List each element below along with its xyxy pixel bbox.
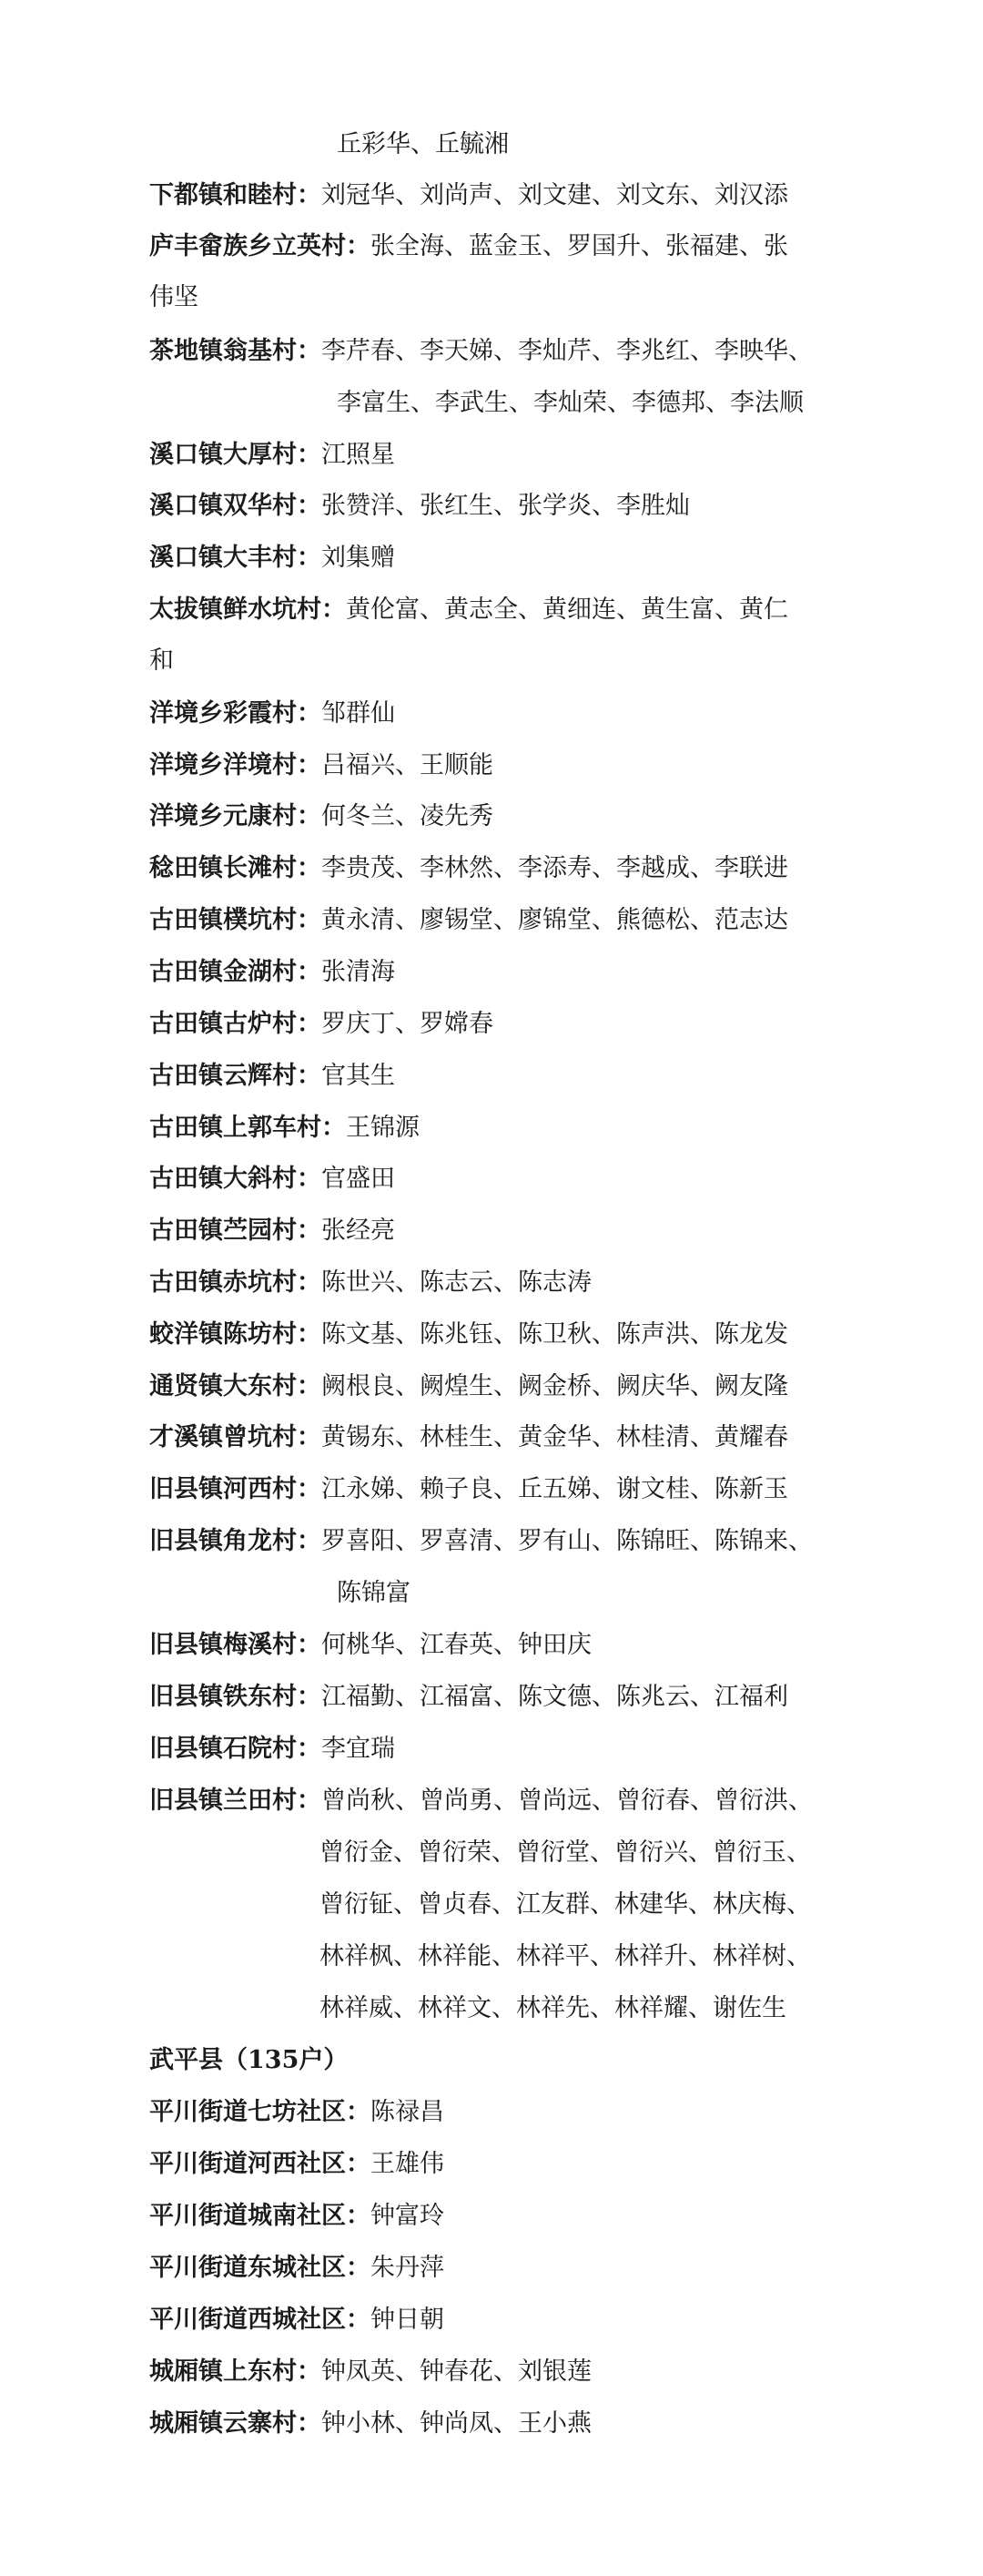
names: 钟日朝 bbox=[370, 2306, 444, 2334]
names: 伟坚 bbox=[149, 283, 198, 311]
list-item bbox=[149, 2094, 841, 2131]
list-item-continuation bbox=[319, 1887, 811, 1923]
names: 曾尚秋、曾尚勇、曾尚远、曾衍春、曾衍洪、 bbox=[321, 1787, 813, 1815]
village-label: 古田镇云辉村： bbox=[149, 1062, 321, 1090]
names: 林祥枫、林祥能、林祥平、林祥升、林祥树、 bbox=[319, 1942, 811, 1970]
names: 官盛田 bbox=[321, 1165, 395, 1193]
village-label: 平川街道东城社区： bbox=[149, 2254, 370, 2282]
list-item bbox=[149, 1627, 841, 1664]
village-label: 古田镇赤坑村： bbox=[149, 1268, 321, 1297]
list-item-continuation bbox=[319, 1835, 811, 1871]
village-label: 稔田镇长滩村： bbox=[149, 854, 321, 882]
village-label: 古田镇金湖村： bbox=[149, 958, 321, 986]
names: 官其生 bbox=[321, 1062, 395, 1090]
names: 曾衍金、曾衍荣、曾衍堂、曾衍兴、曾衍玉、 bbox=[319, 1838, 811, 1867]
village-label: 平川街道七坊社区： bbox=[149, 2098, 370, 2126]
list-item bbox=[149, 1058, 841, 1095]
names: 钟凤英、钟春花、刘银莲 bbox=[321, 2357, 592, 2386]
list-item bbox=[149, 488, 841, 524]
names: 李宜瑞 bbox=[321, 1735, 395, 1763]
names: 江照星 bbox=[321, 441, 395, 469]
village-label: 城厢镇云寨村： bbox=[149, 2409, 321, 2438]
names: 黄锡东、林桂生、黄金华、林桂清、黄耀春 bbox=[321, 1423, 788, 1451]
village-label: 古田镇苎园村： bbox=[149, 1217, 321, 1245]
list-item bbox=[149, 1265, 841, 1301]
list-item bbox=[149, 1471, 841, 1508]
list-item bbox=[149, 1679, 841, 1716]
names: 朱丹萍 bbox=[370, 2254, 444, 2282]
list-item bbox=[149, 1369, 841, 1405]
list-item bbox=[149, 229, 841, 265]
names: 陈锦富 bbox=[337, 1579, 410, 1607]
list-item bbox=[149, 1523, 841, 1560]
list-item-continuation bbox=[337, 385, 804, 422]
list-item bbox=[149, 1161, 841, 1197]
names: 江永娣、赖子良、丘五娣、谢文桂、陈新玉 bbox=[321, 1475, 788, 1503]
names: 何桃华、江春英、钟田庆 bbox=[321, 1631, 592, 1659]
village-label: 平川街道城南社区： bbox=[149, 2202, 370, 2230]
list-item bbox=[149, 178, 841, 214]
names: 李芹春、李天娣、李灿芹、李兆红、李映华、 bbox=[321, 337, 813, 365]
list-item bbox=[149, 850, 841, 887]
village-label: 古田镇上郭车村： bbox=[149, 1114, 346, 1142]
list-item bbox=[149, 2406, 841, 2442]
village-label: 洋境乡元康村： bbox=[149, 802, 321, 830]
list-item bbox=[149, 1731, 841, 1767]
list-item bbox=[149, 2250, 841, 2286]
list-item-continuation bbox=[319, 1991, 786, 2027]
list-item bbox=[149, 1420, 841, 1456]
list-item bbox=[149, 1213, 841, 1249]
names: 陈世兴、陈志云、陈志涛 bbox=[321, 1268, 592, 1297]
village-label: 茶地镇翁基村： bbox=[149, 337, 321, 365]
village-label: 洋境乡洋境村： bbox=[149, 751, 321, 779]
list-item bbox=[149, 799, 841, 835]
village-label: 溪口镇大厚村： bbox=[149, 441, 321, 469]
names: 李贵茂、李林然、李添寿、李越成、李联进 bbox=[321, 854, 788, 882]
names: 黄伦富、黄志全、黄细连、黄生富、黄仁 bbox=[346, 596, 788, 624]
names: 林祥威、林祥文、林祥先、林祥耀、谢佐生 bbox=[319, 1994, 786, 2022]
list-item bbox=[149, 2198, 841, 2235]
names: 王雄伟 bbox=[370, 2150, 444, 2178]
names: 王锦源 bbox=[346, 1114, 420, 1142]
list-item bbox=[149, 748, 841, 784]
list-item bbox=[149, 333, 841, 370]
names: 陈文基、陈兆钰、陈卫秋、陈声洪、陈龙发 bbox=[321, 1320, 788, 1349]
village-label: 下都镇和睦村： bbox=[149, 181, 321, 209]
names: 罗喜阳、罗喜清、罗有山、陈锦旺、陈锦来、 bbox=[321, 1527, 813, 1555]
names: 刘冠华、刘尚声、刘文建、刘文东、刘汉添 bbox=[321, 181, 788, 209]
list-item bbox=[149, 1006, 841, 1043]
list-item-continuation bbox=[149, 280, 198, 316]
village-label: 平川街道河西社区： bbox=[149, 2150, 370, 2178]
village-label: 洋境乡彩霞村： bbox=[149, 699, 321, 728]
list-item bbox=[337, 127, 509, 163]
village-label: 太拔镇鲜水坑村： bbox=[149, 596, 346, 624]
village-label: 旧县镇角龙村： bbox=[149, 1527, 321, 1555]
list-item bbox=[149, 1110, 841, 1146]
village-label: 古田镇大斜村： bbox=[149, 1165, 321, 1193]
names: 刘集赠 bbox=[321, 544, 395, 572]
names: 钟小林、钟尚凤、王小燕 bbox=[321, 2409, 592, 2438]
list-item bbox=[149, 437, 841, 473]
list-item-continuation bbox=[149, 643, 174, 679]
list-item-continuation bbox=[319, 1939, 811, 1975]
names: 陈禄昌 bbox=[370, 2098, 444, 2126]
names: 阙根良、阙煌生、阙金桥、阙庆华、阙友隆 bbox=[321, 1372, 788, 1400]
list-item bbox=[149, 696, 841, 732]
list-item bbox=[149, 2354, 841, 2390]
list-item bbox=[149, 540, 841, 576]
names: 张清海 bbox=[321, 958, 395, 986]
list-item bbox=[149, 592, 841, 628]
village-label: 平川街道西城社区： bbox=[149, 2306, 370, 2334]
village-label: 旧县镇石院村： bbox=[149, 1735, 321, 1763]
list-item bbox=[149, 2146, 841, 2183]
names: 张赞洋、张红生、张学炎、李胜灿 bbox=[321, 492, 690, 520]
names: 江福勤、江福富、陈文德、陈兆云、江福利 bbox=[321, 1683, 788, 1711]
village-label: 蛟洋镇陈坊村： bbox=[149, 1320, 321, 1349]
village-label: 才溪镇曾坑村： bbox=[149, 1423, 321, 1451]
village-label: 古田镇樸坑村： bbox=[149, 906, 321, 934]
names: 李富生、李武生、李灿荣、李德邦、李法顺 bbox=[337, 389, 804, 417]
village-label: 城厢镇上东村： bbox=[149, 2357, 321, 2386]
village-label: 旧县镇兰田村： bbox=[149, 1787, 321, 1815]
list-item bbox=[149, 902, 841, 939]
village-label: 古田镇古炉村： bbox=[149, 1010, 321, 1038]
village-label: 旧县镇河西村： bbox=[149, 1475, 321, 1503]
names: 张全海、蓝金玉、罗国升、张福建、张 bbox=[370, 232, 788, 260]
names: 和 bbox=[149, 647, 174, 675]
names: 吕福兴、王顺能 bbox=[321, 751, 493, 779]
names: 黄永清、廖锡堂、廖锦堂、熊德松、范志达 bbox=[321, 906, 788, 934]
village-label: 庐丰畲族乡立英村： bbox=[149, 232, 370, 260]
list-item bbox=[149, 954, 841, 991]
village-label: 溪口镇大丰村： bbox=[149, 544, 321, 572]
section-heading: 武平县（135户） bbox=[149, 2046, 349, 2074]
village-label: 溪口镇双华村： bbox=[149, 492, 321, 520]
names: 罗庆丁、罗嫦春 bbox=[321, 1010, 493, 1038]
village-label: 通贤镇大东村： bbox=[149, 1372, 321, 1400]
list-item-continuation bbox=[337, 1575, 410, 1612]
names: 钟富玲 bbox=[370, 2202, 444, 2230]
names: 何冬兰、凌先秀 bbox=[321, 802, 493, 830]
names: 邹群仙 bbox=[321, 699, 395, 728]
names: 张经亮 bbox=[321, 1217, 395, 1245]
names: 丘彩华、丘毓湘 bbox=[337, 130, 509, 158]
list-item bbox=[149, 1783, 841, 1819]
village-label: 旧县镇梅溪村： bbox=[149, 1631, 321, 1659]
list-item bbox=[149, 2302, 841, 2338]
list-item bbox=[149, 1317, 841, 1353]
village-label: 旧县镇铁东村： bbox=[149, 1683, 321, 1711]
names: 曾衍钲、曾贞春、江友群、林建华、林庆梅、 bbox=[319, 1890, 811, 1919]
